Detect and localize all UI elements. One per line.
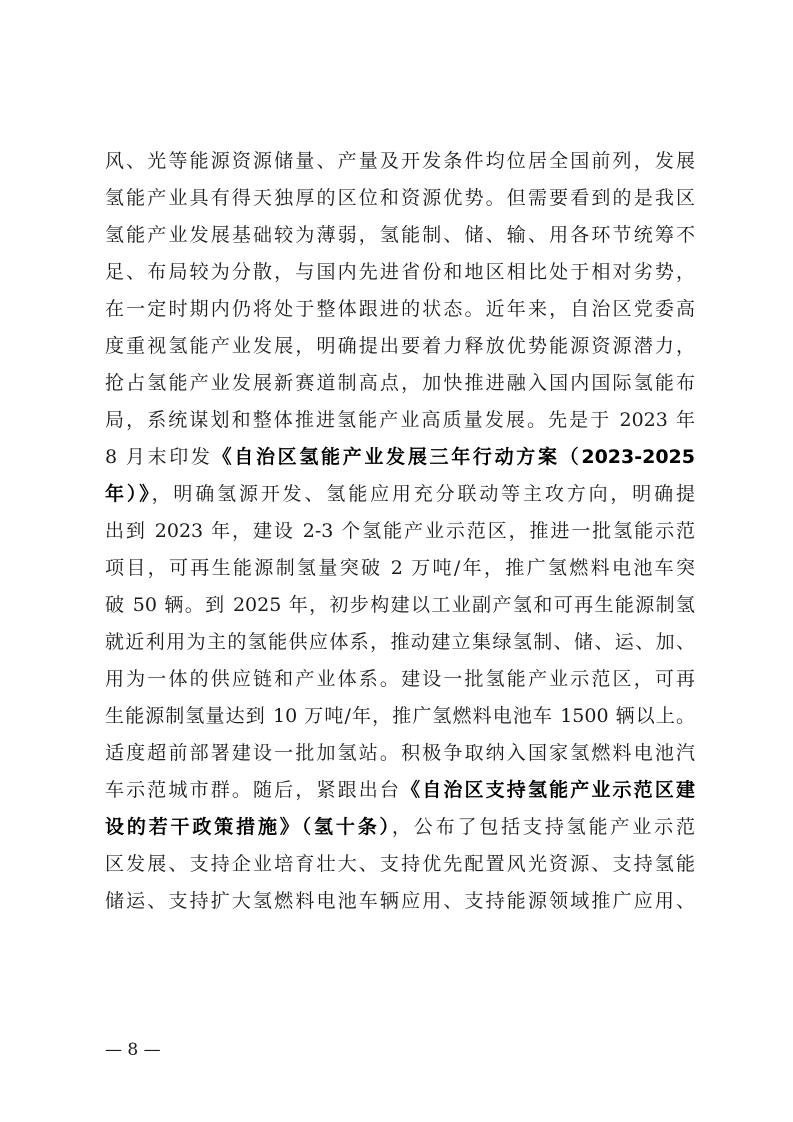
text-line	[105, 476, 695, 513]
text-line	[105, 661, 695, 698]
text-segment: ，公布了包括支持氢能产业示范	[391, 816, 695, 838]
bold-title-text: 设的若干政策措施》（氢十条）	[105, 816, 392, 838]
text-line	[105, 809, 695, 846]
text-line	[105, 291, 695, 328]
text-segment: 氢能产业具有得天独厚的区位和资源优势。但需要看到的是我区	[105, 187, 695, 209]
text-segment: 氢能产业发展基础较为薄弱，氢能制、储、输、用各环节统筹不	[105, 224, 695, 246]
text-line	[105, 513, 695, 550]
text-segment: ，明确氢源开发、氢能应用充分联动等主攻方向，明确提	[151, 483, 695, 505]
text-segment: 用为一体的供应链和产业体系。建设一批氢能产业示范区，可再	[105, 668, 695, 690]
text-line	[105, 365, 695, 402]
text-segment: 8 月末印发	[105, 446, 213, 468]
text-line	[105, 624, 695, 661]
text-segment: 抢占氢能产业发展新赛道制高点，加快推进融入国内国际氢能布	[105, 372, 695, 394]
text-line	[105, 550, 695, 587]
text-line	[105, 254, 695, 291]
text-line	[105, 402, 695, 439]
bold-title-text: 《自治区氢能产业发展三年行动方案（2023-2025	[212, 446, 695, 468]
text-line	[105, 328, 695, 365]
body-paragraph	[105, 143, 695, 920]
text-line	[105, 883, 695, 920]
text-segment: 风、光等能源资源储量、产量及开发条件均位居全国前列，发展	[105, 150, 695, 172]
text-segment: 储运、支持扩大氢燃料电池车辆应用、支持能源领域推广应用、	[105, 890, 695, 912]
text-segment: 生能源制氢量达到 10 万吨/年，推广氢燃料电池车 1500 辆以上。	[105, 705, 695, 727]
bold-title-text: 《自治区支持氢能产业示范区建	[401, 779, 695, 801]
text-line	[105, 217, 695, 254]
text-segment: 项目，可再生能源制氢量突破 2 万吨/年，推广氢燃料电池车突	[105, 557, 695, 579]
text-segment: 区发展、支持企业培育壮大、支持优先配置风光资源、支持氢能	[105, 853, 695, 875]
text-line	[105, 587, 695, 624]
text-line	[105, 846, 695, 883]
text-line	[105, 735, 695, 772]
text-line	[105, 698, 695, 735]
text-line	[105, 180, 695, 217]
text-segment: 破 50 辆。到 2025 年，初步构建以工业副产氢和可再生能源制氢	[105, 594, 695, 616]
text-line	[105, 439, 695, 476]
text-segment: 在一定时期内仍将处于整体跟进的状态。近年来，自治区党委高	[105, 298, 695, 320]
text-segment: 适度超前部署建设一批加氢站。积极争取纳入国家氢燃料电池汽	[105, 742, 695, 764]
text-segment: 度重视氢能产业发展，明确提出要着力释放优势能源资源潜力，	[105, 335, 695, 357]
text-line	[105, 143, 695, 180]
text-line	[105, 772, 695, 809]
text-segment: 局，系统谋划和整体推进氢能产业高质量发展。先是于 2023 年	[105, 409, 695, 431]
text-segment: 就近利用为主的氢能供应体系，推动建立集绿氢制、储、运、加、	[105, 631, 695, 653]
text-segment: 出到 2023 年，建设 2-3 个氢能产业示范区，推进一批氢能示范	[105, 520, 695, 542]
text-segment: 车示范城市群。随后，紧跟出台	[105, 779, 402, 801]
text-segment: 足、布局较为分散，与国内先进省份和地区相比处于相对劣势，	[105, 261, 695, 283]
page-number: — 8 —	[105, 1040, 161, 1060]
bold-title-text: 年）》	[105, 483, 152, 505]
